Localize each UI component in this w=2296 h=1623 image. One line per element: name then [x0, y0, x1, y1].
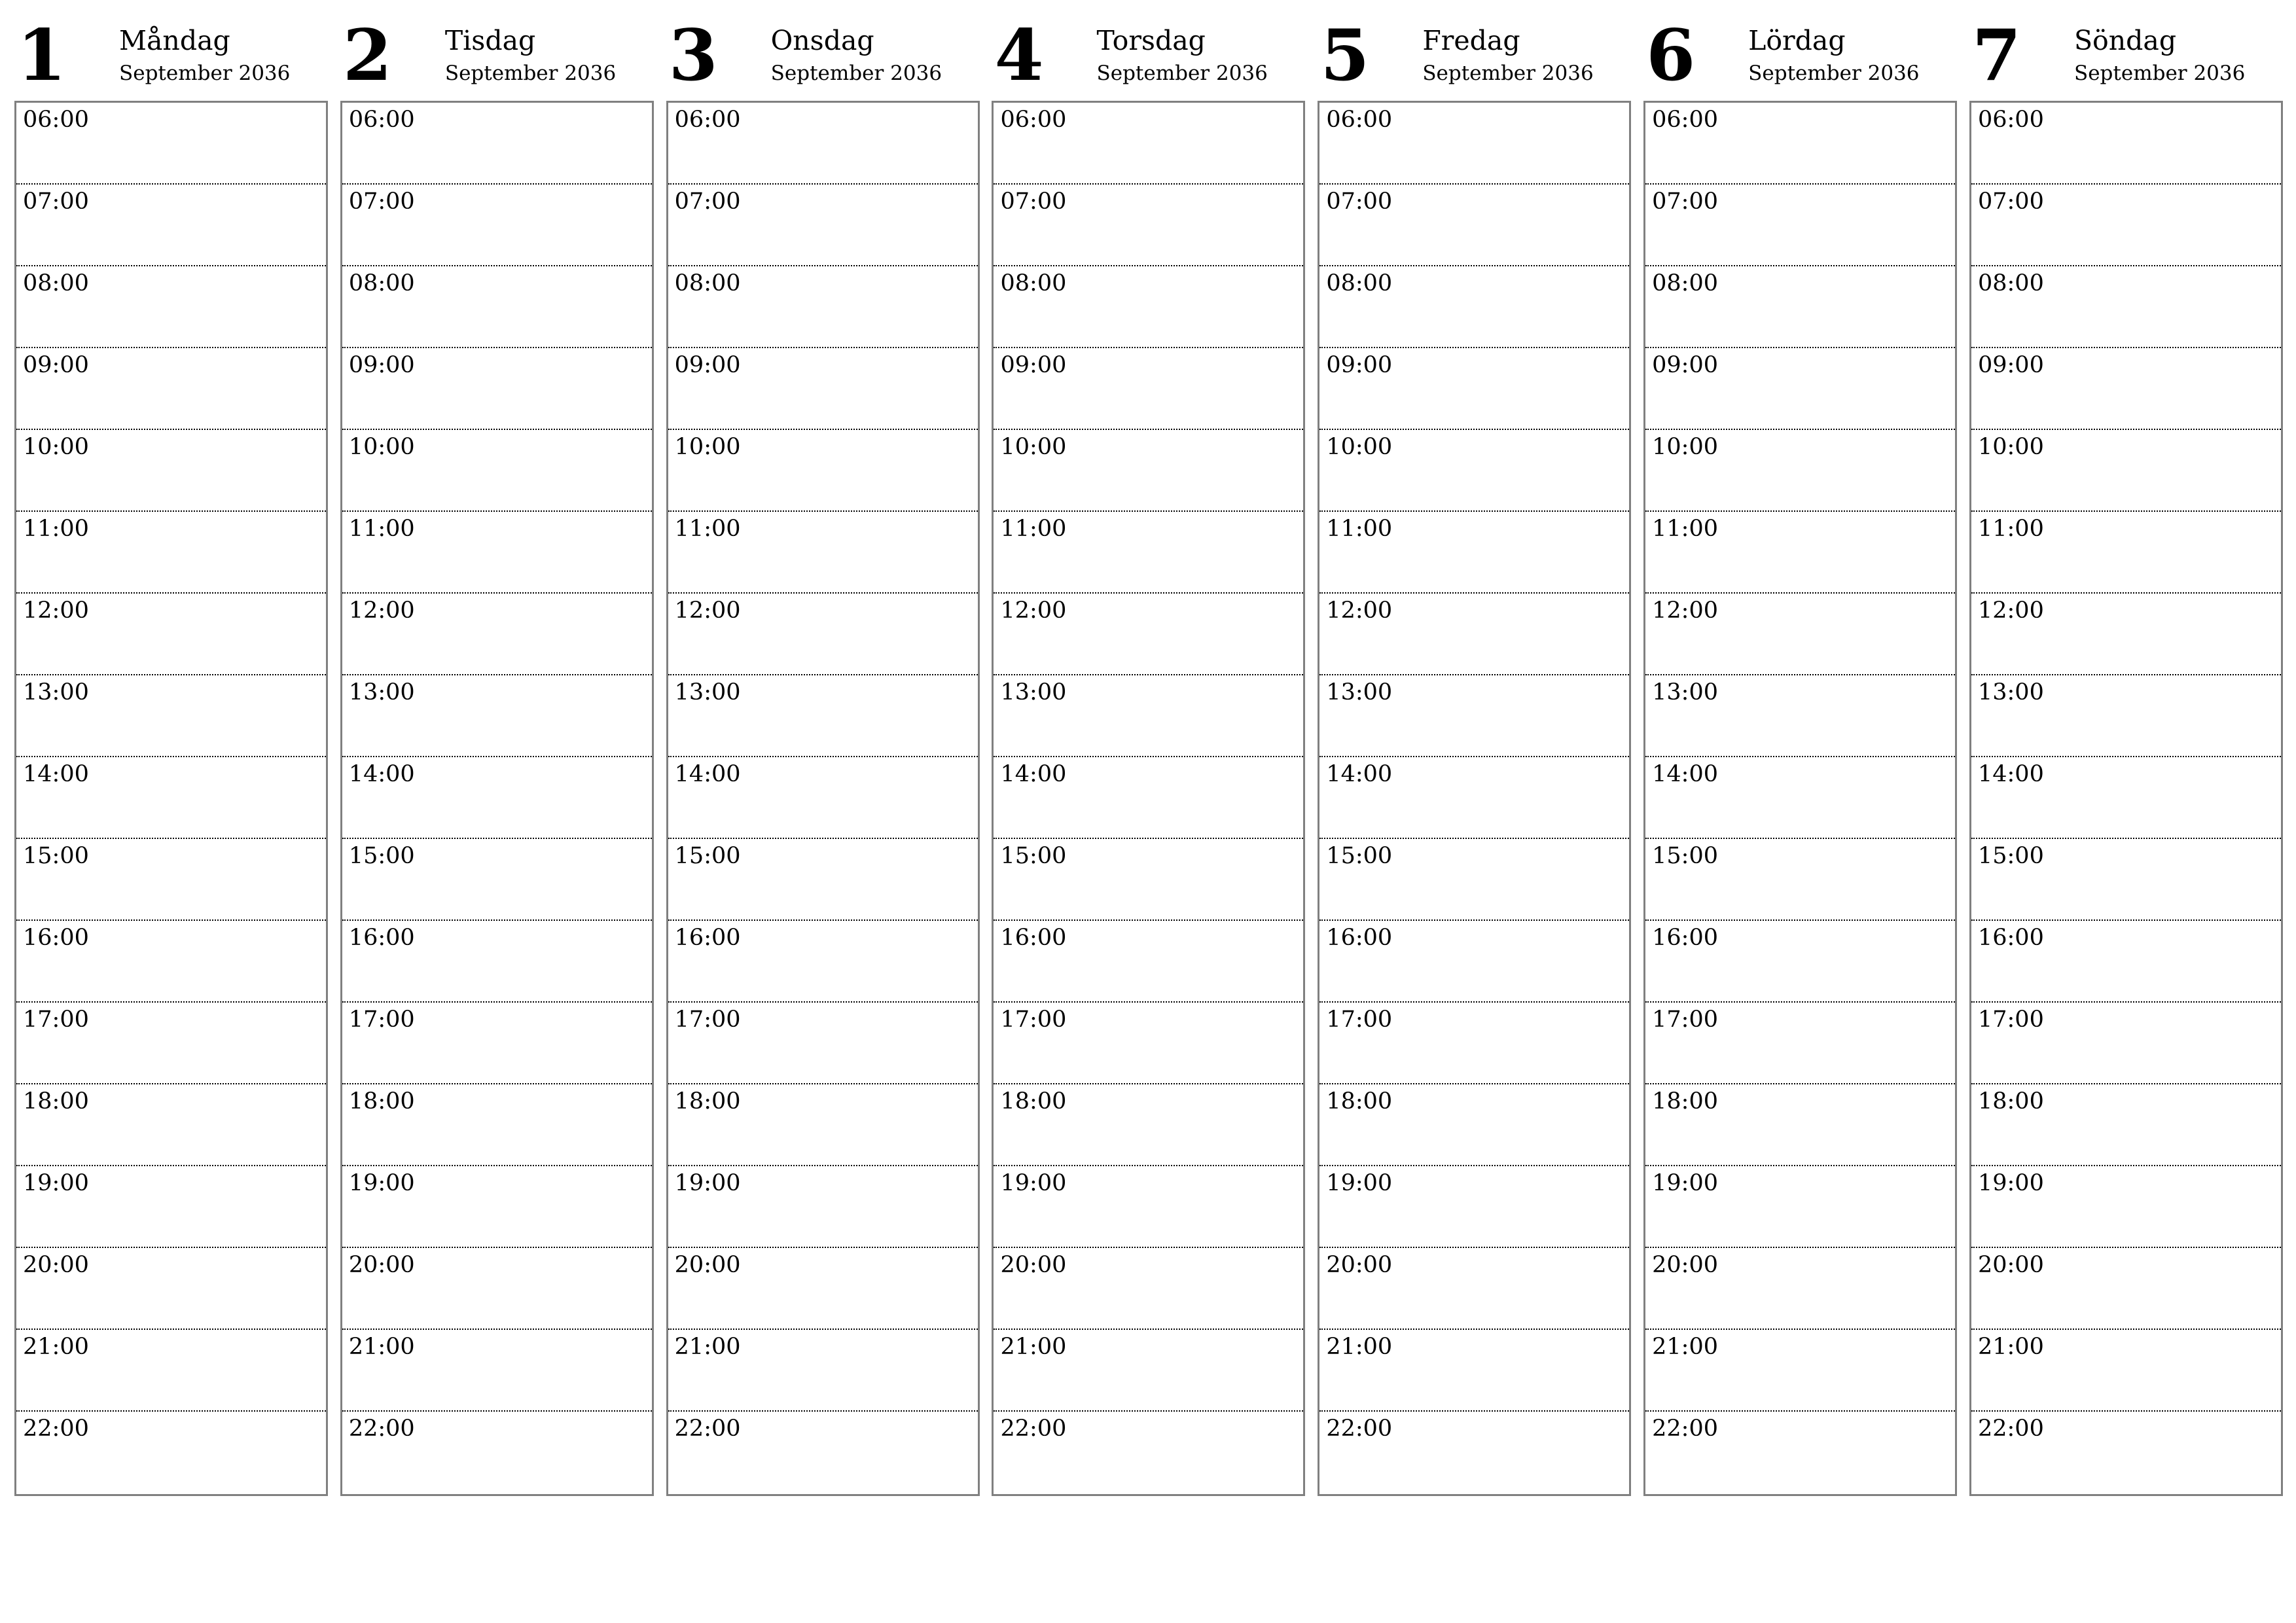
hour-slot[interactable]: [16, 266, 326, 348]
hour-slot[interactable]: [994, 594, 1303, 675]
hour-slot[interactable]: [16, 1412, 326, 1493]
hour-label: 14:00: [674, 761, 741, 787]
hour-label: 11:00: [674, 516, 741, 542]
hour-label: 18:00: [674, 1088, 741, 1115]
hour-slot[interactable]: [994, 757, 1303, 839]
hour-label: 17:00: [674, 1007, 741, 1033]
hour-slot[interactable]: [16, 1003, 326, 1084]
hour-slot[interactable]: [1319, 839, 1629, 921]
hour-slot[interactable]: [342, 1166, 652, 1248]
hour-label: 15:00: [348, 843, 415, 869]
hour-slot[interactable]: [1319, 430, 1629, 512]
hour-label: 19:00: [1000, 1170, 1067, 1196]
hour-label: 10:00: [1000, 434, 1067, 460]
day-number: 3: [668, 14, 718, 97]
hour-slot[interactable]: [1645, 1248, 1955, 1330]
hour-slot[interactable]: [668, 430, 978, 512]
hour-label: 15:00: [23, 843, 89, 869]
day-column: [1969, 0, 2282, 1499]
hour-slot[interactable]: [342, 185, 652, 266]
hour-slot[interactable]: [994, 1166, 1303, 1248]
hour-label: 09:00: [1000, 352, 1067, 378]
hour-slot[interactable]: [342, 512, 652, 594]
hour-label: 10:00: [674, 434, 741, 460]
day-name: Måndag: [119, 25, 230, 56]
day-name: Fredag: [1422, 25, 1520, 56]
hour-label: 12:00: [348, 597, 415, 624]
hour-label: 06:00: [674, 107, 741, 133]
hour-slot[interactable]: [1971, 430, 2281, 512]
hour-slot[interactable]: [1971, 757, 2281, 839]
hour-label: 08:00: [1652, 270, 1719, 296]
hour-label: 18:00: [1000, 1088, 1067, 1115]
day-column: [1318, 0, 1630, 1499]
hour-slot[interactable]: [1645, 921, 1955, 1003]
hour-slot[interactable]: [668, 1084, 978, 1166]
hour-label: 18:00: [1652, 1088, 1719, 1115]
hour-label: 07:00: [348, 188, 415, 215]
hour-label: 20:00: [23, 1252, 89, 1278]
hour-slot[interactable]: [16, 1084, 326, 1166]
hour-slot[interactable]: [668, 185, 978, 266]
hour-slot[interactable]: [994, 1330, 1303, 1412]
hour-slot[interactable]: [16, 839, 326, 921]
day-number: 1: [17, 14, 67, 97]
hour-slot[interactable]: [342, 1248, 652, 1330]
hour-slot[interactable]: [1645, 675, 1955, 757]
hour-label: 08:00: [674, 270, 741, 296]
hour-label: 09:00: [1977, 352, 2044, 378]
hour-label: 15:00: [1977, 843, 2044, 869]
hour-label: 22:00: [674, 1416, 741, 1442]
hour-slot[interactable]: [16, 185, 326, 266]
hour-slot[interactable]: [668, 1166, 978, 1248]
hour-label: 20:00: [1652, 1252, 1719, 1278]
hour-label: 10:00: [1652, 434, 1719, 460]
hour-label: 14:00: [1326, 761, 1393, 787]
hour-slot[interactable]: [994, 266, 1303, 348]
hour-label: 06:00: [1326, 107, 1393, 133]
hour-label: 11:00: [23, 516, 89, 542]
hour-slot[interactable]: [668, 675, 978, 757]
hour-label: 22:00: [23, 1416, 89, 1442]
day-header: [666, 0, 978, 98]
hour-slot[interactable]: [668, 1412, 978, 1493]
hour-slot[interactable]: [1319, 921, 1629, 1003]
day-number: 7: [1971, 14, 2022, 97]
hour-label: 21:00: [674, 1334, 741, 1360]
day-name: Onsdag: [770, 25, 874, 56]
hour-label: 13:00: [348, 679, 415, 705]
hour-slot[interactable]: [1645, 1166, 1955, 1248]
hour-label: 22:00: [1652, 1416, 1719, 1442]
hour-slot[interactable]: [668, 839, 978, 921]
hour-slot[interactable]: [994, 921, 1303, 1003]
hour-slot[interactable]: [16, 103, 326, 185]
hour-slot[interactable]: [16, 757, 326, 839]
hour-label: 22:00: [348, 1416, 415, 1442]
hour-slot[interactable]: [1319, 266, 1629, 348]
hour-slot[interactable]: [668, 103, 978, 185]
hour-slot[interactable]: [1971, 1330, 2281, 1412]
hour-slot[interactable]: [994, 103, 1303, 185]
hour-slot[interactable]: [994, 675, 1303, 757]
hour-label: 17:00: [23, 1007, 89, 1033]
hour-label: 15:00: [1326, 843, 1393, 869]
hour-slot[interactable]: [1645, 757, 1955, 839]
hour-slot[interactable]: [668, 1003, 978, 1084]
hour-label: 11:00: [1977, 516, 2044, 542]
hour-slot[interactable]: [342, 266, 652, 348]
hour-label: 08:00: [1326, 270, 1393, 296]
hour-label: 07:00: [1000, 188, 1067, 215]
hour-label: 06:00: [1977, 107, 2044, 133]
hour-label: 08:00: [23, 270, 89, 296]
hour-label: 06:00: [1652, 107, 1719, 133]
hour-slot[interactable]: [16, 512, 326, 594]
hour-label: 15:00: [1000, 843, 1067, 869]
day-schedule: [1643, 101, 1957, 1496]
day-number: 4: [994, 14, 1044, 97]
hour-label: 17:00: [1652, 1007, 1719, 1033]
hour-slot[interactable]: [1971, 839, 2281, 921]
hour-label: 14:00: [1977, 761, 2044, 787]
hour-label: 13:00: [1326, 679, 1393, 705]
hour-slot[interactable]: [342, 675, 652, 757]
hour-label: 17:00: [348, 1007, 415, 1033]
day-schedule: [14, 101, 328, 1496]
hour-label: 16:00: [1977, 925, 2044, 951]
hour-slot[interactable]: [342, 103, 652, 185]
hour-slot[interactable]: [1319, 675, 1629, 757]
hour-slot[interactable]: [1645, 1084, 1955, 1166]
day-header: [1969, 0, 2282, 98]
hour-slot[interactable]: [342, 430, 652, 512]
hour-label: 15:00: [674, 843, 741, 869]
hour-slot[interactable]: [1645, 594, 1955, 675]
hour-slot[interactable]: [994, 1248, 1303, 1330]
hour-slot[interactable]: [16, 1166, 326, 1248]
hour-label: 20:00: [1326, 1252, 1393, 1278]
day-header: [1318, 0, 1630, 98]
hour-label: 19:00: [1652, 1170, 1719, 1196]
hour-label: 09:00: [23, 352, 89, 378]
hour-slot[interactable]: [1971, 1003, 2281, 1084]
day-name: Lördag: [1748, 25, 1846, 56]
hour-slot[interactable]: [994, 430, 1303, 512]
hour-slot[interactable]: [1319, 185, 1629, 266]
hour-slot[interactable]: [342, 839, 652, 921]
hour-label: 22:00: [1977, 1416, 2044, 1442]
hour-label: 10:00: [1326, 434, 1393, 460]
hour-label: 13:00: [1000, 679, 1067, 705]
hour-label: 09:00: [1652, 352, 1719, 378]
hour-slot[interactable]: [1971, 594, 2281, 675]
hour-slot[interactable]: [1319, 757, 1629, 839]
day-name: Tisdag: [444, 25, 536, 56]
hour-slot[interactable]: [342, 348, 652, 430]
day-month-year: September 2036: [119, 62, 291, 85]
hour-label: 06:00: [348, 107, 415, 133]
hour-label: 13:00: [1652, 679, 1719, 705]
hour-label: 06:00: [1000, 107, 1067, 133]
day-month-year: September 2036: [2073, 62, 2246, 85]
hour-label: 14:00: [348, 761, 415, 787]
day-column: [1643, 0, 1956, 1499]
hour-label: 13:00: [23, 679, 89, 705]
hour-slot[interactable]: [668, 1330, 978, 1412]
hour-label: 20:00: [1977, 1252, 2044, 1278]
hour-slot[interactable]: [1645, 103, 1955, 185]
hour-label: 14:00: [1652, 761, 1719, 787]
hour-label: 21:00: [1326, 1334, 1393, 1360]
hour-label: 11:00: [348, 516, 415, 542]
hour-label: 06:00: [23, 107, 89, 133]
hour-slot[interactable]: [16, 921, 326, 1003]
hour-slot[interactable]: [1645, 430, 1955, 512]
hour-label: 16:00: [1326, 925, 1393, 951]
day-month-year: September 2036: [1422, 62, 1594, 85]
day-column: [14, 0, 327, 1499]
weekly-planner: [14, 0, 2282, 1499]
hour-slot[interactable]: [342, 921, 652, 1003]
hour-label: 07:00: [1652, 188, 1719, 215]
day-column: [340, 0, 653, 1499]
hour-slot[interactable]: [342, 594, 652, 675]
hour-label: 20:00: [674, 1252, 741, 1278]
hour-slot[interactable]: [1645, 185, 1955, 266]
hour-label: 18:00: [1977, 1088, 2044, 1115]
hour-slot[interactable]: [16, 675, 326, 757]
day-header: [14, 0, 327, 98]
hour-label: 07:00: [1977, 188, 2044, 215]
hour-label: 11:00: [1000, 516, 1067, 542]
day-month-year: September 2036: [770, 62, 942, 85]
hour-label: 20:00: [348, 1252, 415, 1278]
hour-label: 22:00: [1000, 1416, 1067, 1442]
hour-slot[interactable]: [342, 1003, 652, 1084]
hour-label: 12:00: [674, 597, 741, 624]
hour-slot[interactable]: [1645, 348, 1955, 430]
hour-label: 16:00: [1000, 925, 1067, 951]
hour-label: 21:00: [1000, 1334, 1067, 1360]
hour-label: 18:00: [1326, 1088, 1393, 1115]
hour-label: 16:00: [348, 925, 415, 951]
hour-slot[interactable]: [994, 348, 1303, 430]
hour-label: 07:00: [1326, 188, 1393, 215]
hour-slot[interactable]: [668, 266, 978, 348]
hour-label: 21:00: [1977, 1334, 2044, 1360]
hour-label: 08:00: [1000, 270, 1067, 296]
hour-label: 22:00: [1326, 1416, 1393, 1442]
hour-label: 07:00: [23, 188, 89, 215]
hour-slot[interactable]: [342, 1412, 652, 1493]
day-month-year: September 2036: [1748, 62, 1920, 85]
hour-slot[interactable]: [1971, 1166, 2281, 1248]
hour-slot[interactable]: [1971, 921, 2281, 1003]
hour-slot[interactable]: [1971, 266, 2281, 348]
hour-slot[interactable]: [1319, 1084, 1629, 1166]
hour-slot[interactable]: [1971, 512, 2281, 594]
hour-label: 12:00: [1326, 597, 1393, 624]
hour-slot[interactable]: [1645, 512, 1955, 594]
hour-slot[interactable]: [668, 921, 978, 1003]
hour-slot[interactable]: [668, 594, 978, 675]
hour-label: 19:00: [23, 1170, 89, 1196]
hour-label: 17:00: [1326, 1007, 1393, 1033]
hour-label: 10:00: [23, 434, 89, 460]
hour-label: 18:00: [348, 1088, 415, 1115]
hour-label: 12:00: [1652, 597, 1719, 624]
hour-slot[interactable]: [1319, 594, 1629, 675]
day-schedule: [666, 101, 980, 1496]
hour-label: 20:00: [1000, 1252, 1067, 1278]
day-column: [992, 0, 1304, 1499]
day-schedule: [992, 101, 1305, 1496]
hour-slot[interactable]: [1319, 348, 1629, 430]
hour-slot[interactable]: [1971, 1412, 2281, 1493]
hour-slot[interactable]: [16, 1248, 326, 1330]
day-header: [1643, 0, 1956, 98]
hour-slot[interactable]: [668, 512, 978, 594]
hour-slot[interactable]: [668, 1248, 978, 1330]
hour-slot[interactable]: [994, 1412, 1303, 1493]
hour-label: 10:00: [1977, 434, 2044, 460]
hour-label: 16:00: [674, 925, 741, 951]
hour-slot[interactable]: [1645, 1003, 1955, 1084]
hour-label: 15:00: [1652, 843, 1719, 869]
hour-slot[interactable]: [1645, 266, 1955, 348]
hour-slot[interactable]: [1971, 1084, 2281, 1166]
day-header: [340, 0, 653, 98]
hour-label: 16:00: [1652, 925, 1719, 951]
day-name: Söndag: [2073, 25, 2177, 56]
hour-slot[interactable]: [1319, 1330, 1629, 1412]
hour-label: 10:00: [348, 434, 415, 460]
day-schedule: [1318, 101, 1631, 1496]
hour-label: 12:00: [23, 597, 89, 624]
hour-label: 12:00: [1977, 597, 2044, 624]
hour-slot[interactable]: [1971, 1248, 2281, 1330]
hour-slot[interactable]: [994, 185, 1303, 266]
hour-label: 19:00: [674, 1170, 741, 1196]
day-month-year: September 2036: [444, 62, 617, 85]
hour-slot[interactable]: [1319, 103, 1629, 185]
hour-label: 14:00: [23, 761, 89, 787]
hour-slot[interactable]: [1971, 675, 2281, 757]
hour-label: 13:00: [1977, 679, 2044, 705]
hour-slot[interactable]: [1319, 1003, 1629, 1084]
hour-label: 09:00: [1326, 352, 1393, 378]
hour-slot[interactable]: [1971, 103, 2281, 185]
day-month-year: September 2036: [1096, 62, 1268, 85]
hour-slot[interactable]: [342, 1084, 652, 1166]
hour-slot[interactable]: [1645, 1412, 1955, 1493]
hour-label: 17:00: [1000, 1007, 1067, 1033]
hour-slot[interactable]: [994, 512, 1303, 594]
hour-slot[interactable]: [994, 1003, 1303, 1084]
hour-label: 21:00: [1652, 1334, 1719, 1360]
hour-slot[interactable]: [994, 1084, 1303, 1166]
day-column: [666, 0, 978, 1499]
hour-label: 12:00: [1000, 597, 1067, 624]
hour-label: 19:00: [1977, 1170, 2044, 1196]
day-header: [992, 0, 1304, 98]
hour-label: 09:00: [674, 352, 741, 378]
hour-slot[interactable]: [16, 348, 326, 430]
hour-slot[interactable]: [1645, 839, 1955, 921]
day-number: 6: [1646, 14, 1696, 97]
hour-slot[interactable]: [16, 594, 326, 675]
hour-label: 18:00: [23, 1088, 89, 1115]
day-schedule: [340, 101, 654, 1496]
hour-label: 08:00: [348, 270, 415, 296]
hour-label: 13:00: [674, 679, 741, 705]
hour-slot[interactable]: [342, 757, 652, 839]
day-number: 2: [342, 14, 392, 97]
hour-slot[interactable]: [1319, 512, 1629, 594]
hour-label: 21:00: [348, 1334, 415, 1360]
hour-slot[interactable]: [1319, 1412, 1629, 1493]
hour-slot[interactable]: [1971, 348, 2281, 430]
hour-label: 08:00: [1977, 270, 2044, 296]
hour-slot[interactable]: [1971, 185, 2281, 266]
day-schedule: [1969, 101, 2283, 1496]
hour-slot[interactable]: [1319, 1248, 1629, 1330]
hour-label: 14:00: [1000, 761, 1067, 787]
hour-label: 21:00: [23, 1334, 89, 1360]
hour-slot[interactable]: [342, 1330, 652, 1412]
hour-slot[interactable]: [16, 1330, 326, 1412]
hour-label: 07:00: [674, 188, 741, 215]
hour-slot[interactable]: [668, 348, 978, 430]
hour-label: 09:00: [348, 352, 415, 378]
hour-label: 11:00: [1652, 516, 1719, 542]
hour-label: 16:00: [23, 925, 89, 951]
day-name: Torsdag: [1096, 25, 1206, 56]
hour-label: 17:00: [1977, 1007, 2044, 1033]
day-number: 5: [1320, 14, 1370, 97]
hour-label: 19:00: [348, 1170, 415, 1196]
hour-slot[interactable]: [16, 430, 326, 512]
hour-slot[interactable]: [1319, 1166, 1629, 1248]
hour-slot[interactable]: [994, 839, 1303, 921]
hour-label: 11:00: [1326, 516, 1393, 542]
hour-slot[interactable]: [1645, 1330, 1955, 1412]
hour-slot[interactable]: [668, 757, 978, 839]
hour-label: 19:00: [1326, 1170, 1393, 1196]
